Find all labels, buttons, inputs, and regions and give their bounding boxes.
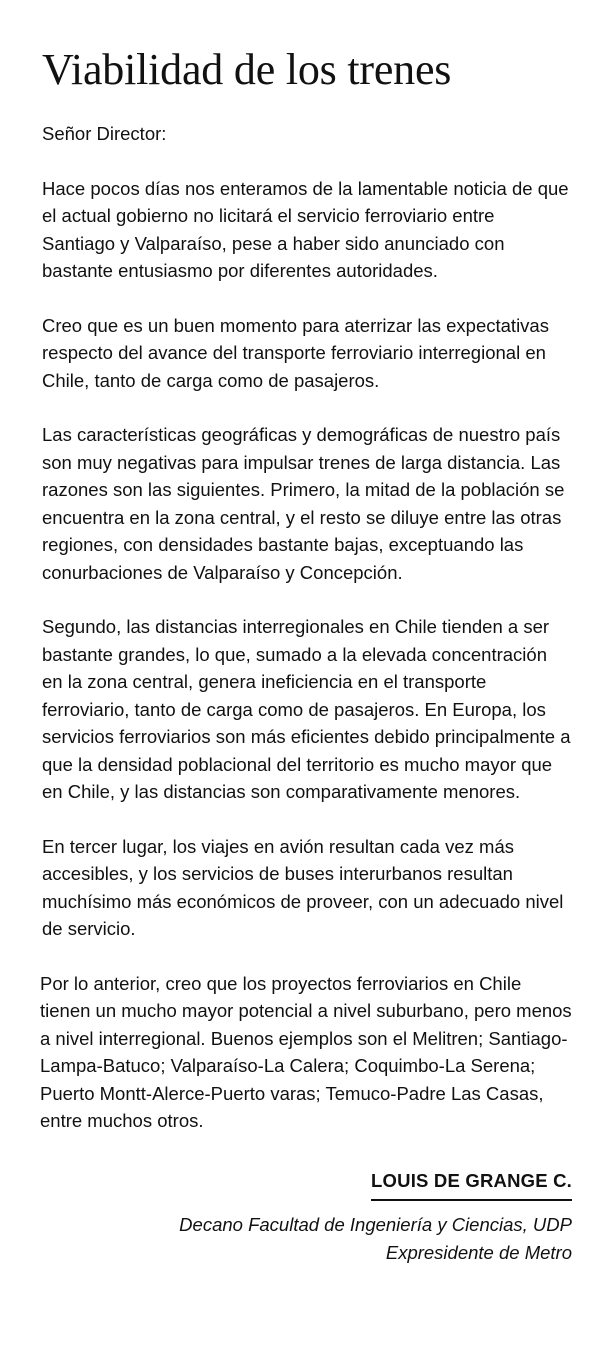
author-position: Decano Facultad de Ingeniería y Ciencias, UDP <box>179 1213 572 1235</box>
paragraph-3: Las características geográficas y demográficas de nuestro país son muy negativas para impulsar trenes de larga distancia. Las razones son las siguientes. Primero, la mitad de la población se encuentra en la zona central, y el resto se diluye entre las otras regiones, con densidades bastante bajas, exceptuando las conurbaciones de Valparaíso y Concepción. <box>42 424 565 583</box>
paragraph-1: Hace pocos días nos enteramos de la lamentable noticia de que el actual gobierno no licitará el servicio ferroviario entre Santiago y Valparaíso, pese a haber sido anunciado con bastante entusiasmo por diferentes autoridades. <box>42 177 569 281</box>
salutation: Señor Director: <box>42 123 167 144</box>
signature-block <box>42 1169 572 1267</box>
paragraph-6: Por lo anterior, creo que los proyectos ferroviarios en Chile tienen un mucho mayor potencial a nivel suburbano, pero menos a nivel interregional. Buenos ejemplos son el Melitren; Santiago-Lampa-Batuco; Valparaíso-La Calera; Coquimbo-La Serena; Puerto Montt-Alerce-Puerto varas; Temuco-Padre Las Casas, entre muchos otros. <box>40 972 572 1131</box>
paragraph-4: Segundo, las distancias interregionales en Chile tienden a ser bastante grandes, lo que, sumado a la elevada concentración en la zona central, genera ineficiencia en el transporte ferroviario, tanto de carga como de pasajeros. En Europa, los servicios ferroviarios son más eficientes debido principalmente a que la densidad poblacional del territorio es mucho mayor que en Chile, y las distancias son comparativamente menores. <box>42 616 571 802</box>
author-name: LOUIS DE GRANGE C. <box>371 1169 572 1201</box>
letter-title: Viabilidad de los trenes <box>42 45 452 94</box>
letter-page <box>42 0 572 1267</box>
paragraph-2: Creo que es un buen momento para aterrizar las expectativas respecto del avance del transporte ferroviario interregional en Chile, tanto de carga como de pasajeros. <box>42 314 549 391</box>
author-former-role: Expresidente de Metro <box>385 1241 572 1263</box>
paragraph-5: En tercer lugar, los viajes en avión resultan cada vez más accesibles, y los servicios de buses interurbanos resultan muchísimo más económicos de proveer, con un adecuado nivel de servicio. <box>42 835 564 939</box>
